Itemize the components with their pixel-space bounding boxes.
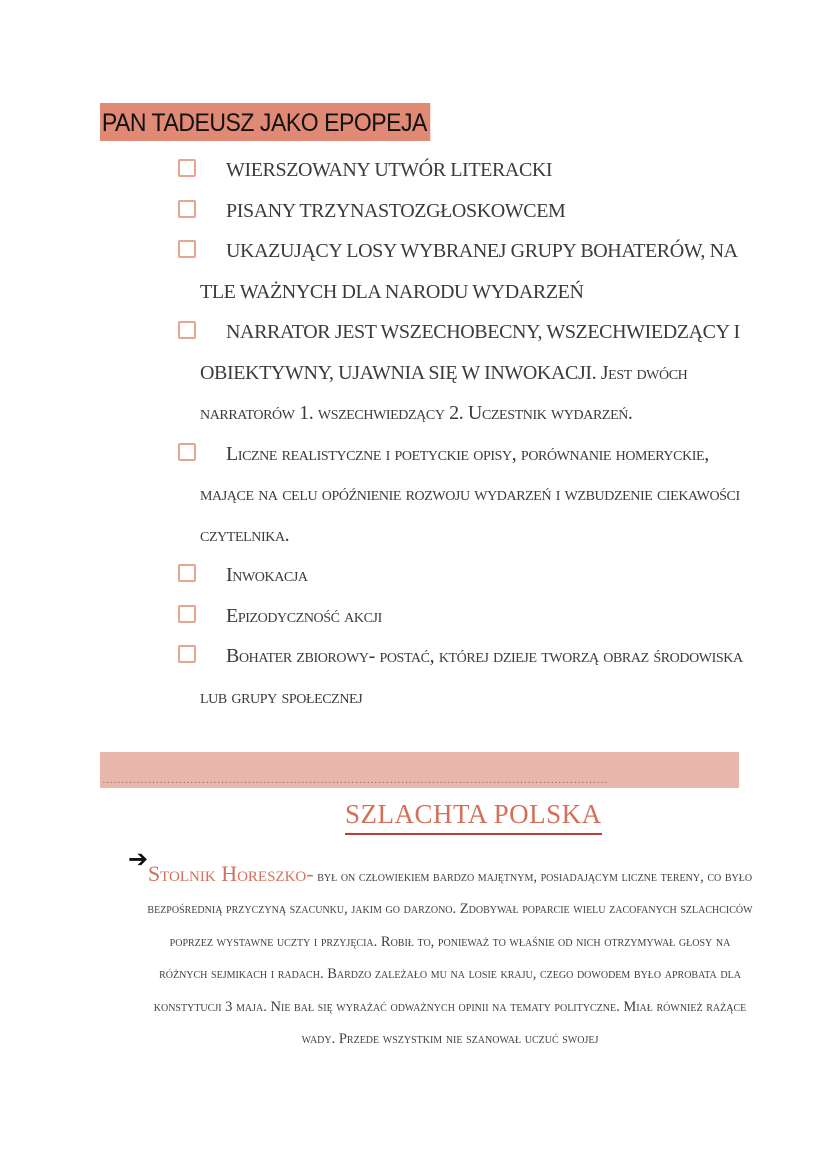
- checklist-item: [178, 191, 748, 232]
- checkbox-icon[interactable]: [178, 605, 196, 623]
- character-name: Stolnik Horeszko-: [147, 860, 314, 886]
- checkbox-icon[interactable]: [178, 564, 196, 582]
- checklist-item: [178, 434, 748, 556]
- checkbox-icon[interactable]: [178, 240, 196, 258]
- checklist-item: [178, 555, 748, 596]
- checkbox-icon[interactable]: [178, 645, 196, 663]
- divider-dots: ……………………………………………………………………………………………………………………: [102, 774, 608, 786]
- checklist-item-text: NARRATOR JEST WSZECHOBECNY, WSZECHWIEDZĄCY I OBIEKTYWNY, UJAWNIA SIĘ W INWOKACJI. Jest dwóch narratorów 1. wszechwiedzący 2. Uczestnik wydarzeń.: [200, 321, 740, 424]
- paragraph-text: był on człowiekiem bardzo majętnym, posiadającym liczne tereny, co było bezpośrednią przyczyną szacunku, jakim go darzono. Zdobywał poparcie wielu zacofanych szlachciców poprzez wystawne uczty i przyjęcia. Robił to, ponieważ to właśnie od nich otrzymywał głosy na różnych sejmikach i radach. Bardzo zależało mu na losie kraju, czego dowodem było aprobata dla konstytucji 3 maja. Nie bał się wyrażać odważnych opinii na tematy polityczne. Miał również rażące wady. Przede wszystkim nie szanował uczuć swojej: [147, 868, 753, 1047]
- checklist-item-text: Inwokacja: [226, 564, 308, 586]
- checkbox-icon[interactable]: [178, 200, 196, 218]
- checkbox-icon[interactable]: [178, 443, 196, 461]
- checklist-item-text: Liczne realistyczne i poetyckie opisy, porównanie homeryckie, mające na celu opóźnienie rozwoju wydarzeń i wzbudzenie ciekawości czytelnika.: [200, 442, 740, 546]
- section-title-szlachta: SZLACHTA POLSKA: [345, 796, 602, 835]
- checklist-item-text: PISANY TRZYNASTOZGŁOSKOWCEM: [226, 199, 566, 222]
- checklist-item: [178, 636, 748, 717]
- section-title-epopeja: PAN TADEUSZ JAKO EPOPEJA: [100, 103, 431, 141]
- checklist-item-text: Bohater zbiorowy- postać, której dzieje tworzą obraz środowiska lub grupy społecznej: [200, 645, 743, 708]
- section-divider: [100, 752, 739, 788]
- epopeja-checklist: [178, 150, 748, 717]
- checklist-item: [178, 312, 748, 434]
- stolnik-paragraph: [145, 858, 755, 1056]
- checklist-item-text: WIERSZOWANY UTWÓR LITERACKI: [226, 159, 553, 181]
- checklist-item: [178, 231, 748, 312]
- arrow-right-icon: ➔: [128, 845, 149, 873]
- checklist-item-text: UKAZUJĄCY LOSY WYBRANEJ GRUPY BOHATERÓW, NA TLE WAŻNYCH DLA NARODU WYDARZEŃ: [200, 240, 737, 303]
- checklist-item: [178, 150, 748, 191]
- checkbox-icon[interactable]: [178, 321, 196, 339]
- checkbox-icon[interactable]: [178, 159, 196, 177]
- checklist-item: [178, 596, 748, 637]
- checklist-item-text: Epizodyczność akcji: [226, 604, 382, 627]
